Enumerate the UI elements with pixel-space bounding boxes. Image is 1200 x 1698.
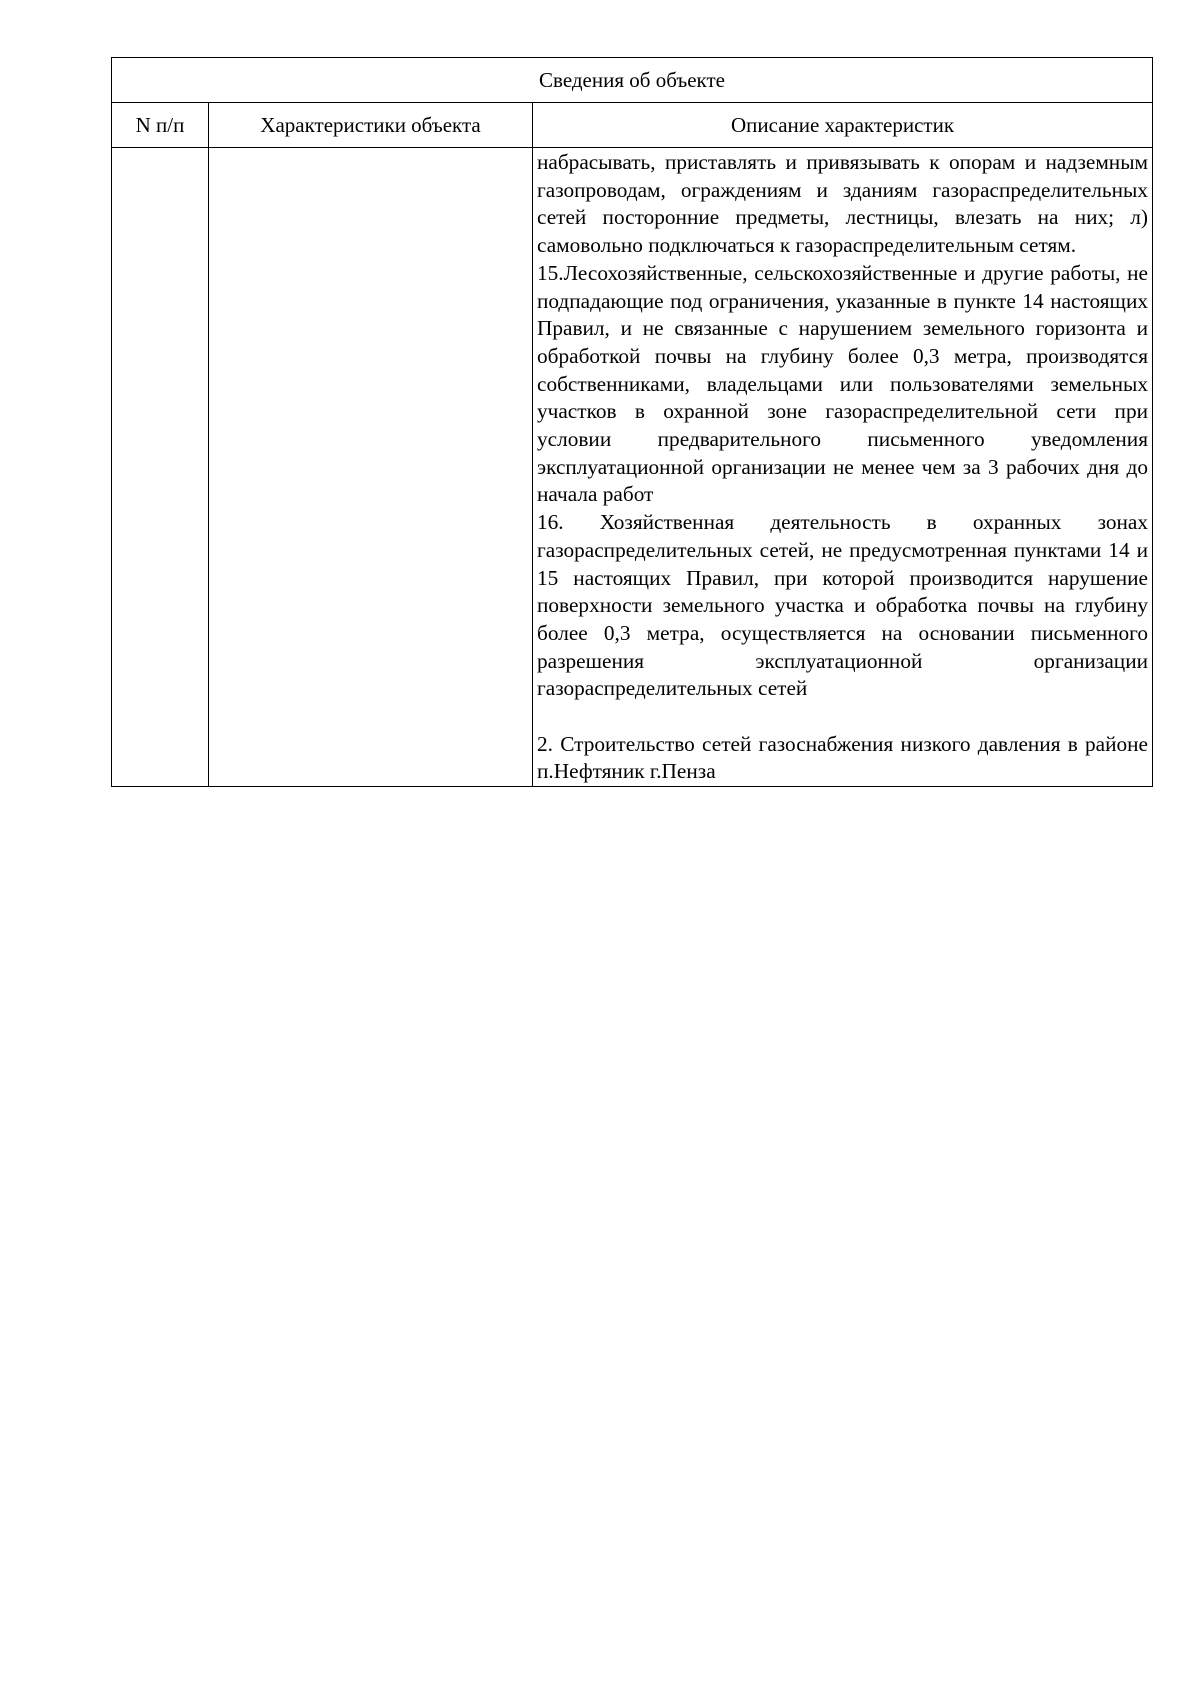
cell-num [112,148,209,787]
header-description: Описание характеристик [533,103,1153,148]
description-closing: 2. Строительство сетей газоснабжения низкого давления в районе п.Нефтяник г.Пенза [537,731,1148,784]
table-caption: Сведения об объекте [112,58,1153,103]
cell-description [533,148,1153,787]
description-paragraph-2: 15.Лесохозяйственные, сельскохозяйственные и другие работы, не подпадающие под ограничения, указанные в пункте 14 настоящих Правил, и не связанные с нарушением земельного горизонта и обработкой почвы на глубину более 0,3 метра, производятся собственниками, владельцами или пользователями земельных участков в охранной зоне газораспределительной сети при условии предварительного письменного уведомления эксплуатационной организации не менее чем за 3 рабочих дня до начала работ [537,260,1148,507]
description-text [537,149,1148,786]
header-num: N п/п [112,103,209,148]
table-row [112,148,1153,787]
description-paragraph-1: набрасывать, приставлять и привязывать к опорам и надземным газопроводам, ограждениям и зданиям газораспределительных сетей посторонние предметы, лестницы, влезать на них; л) самовольно подключаться к газораспределительным сетям. [537,150,1148,258]
cell-characteristics [209,148,533,787]
table-header-row [112,103,1153,148]
description-paragraph-3: 16. Хозяйственная деятельность в охранных зонах газораспределительных сетей, не предусмотренная пунктами 14 и 15 настоящих Правил, при которой производится нарушение поверхности земельного участка и обработка почвы на глубину более 0,3 метра, осуществляется на основании письменного разрешения эксплуатационной организации газораспределительных сетей [537,510,1148,701]
paragraph-spacer [537,703,1148,731]
header-characteristics: Характеристики объекта [209,103,533,148]
object-info-table [111,57,1153,787]
table-caption-row [112,58,1153,103]
